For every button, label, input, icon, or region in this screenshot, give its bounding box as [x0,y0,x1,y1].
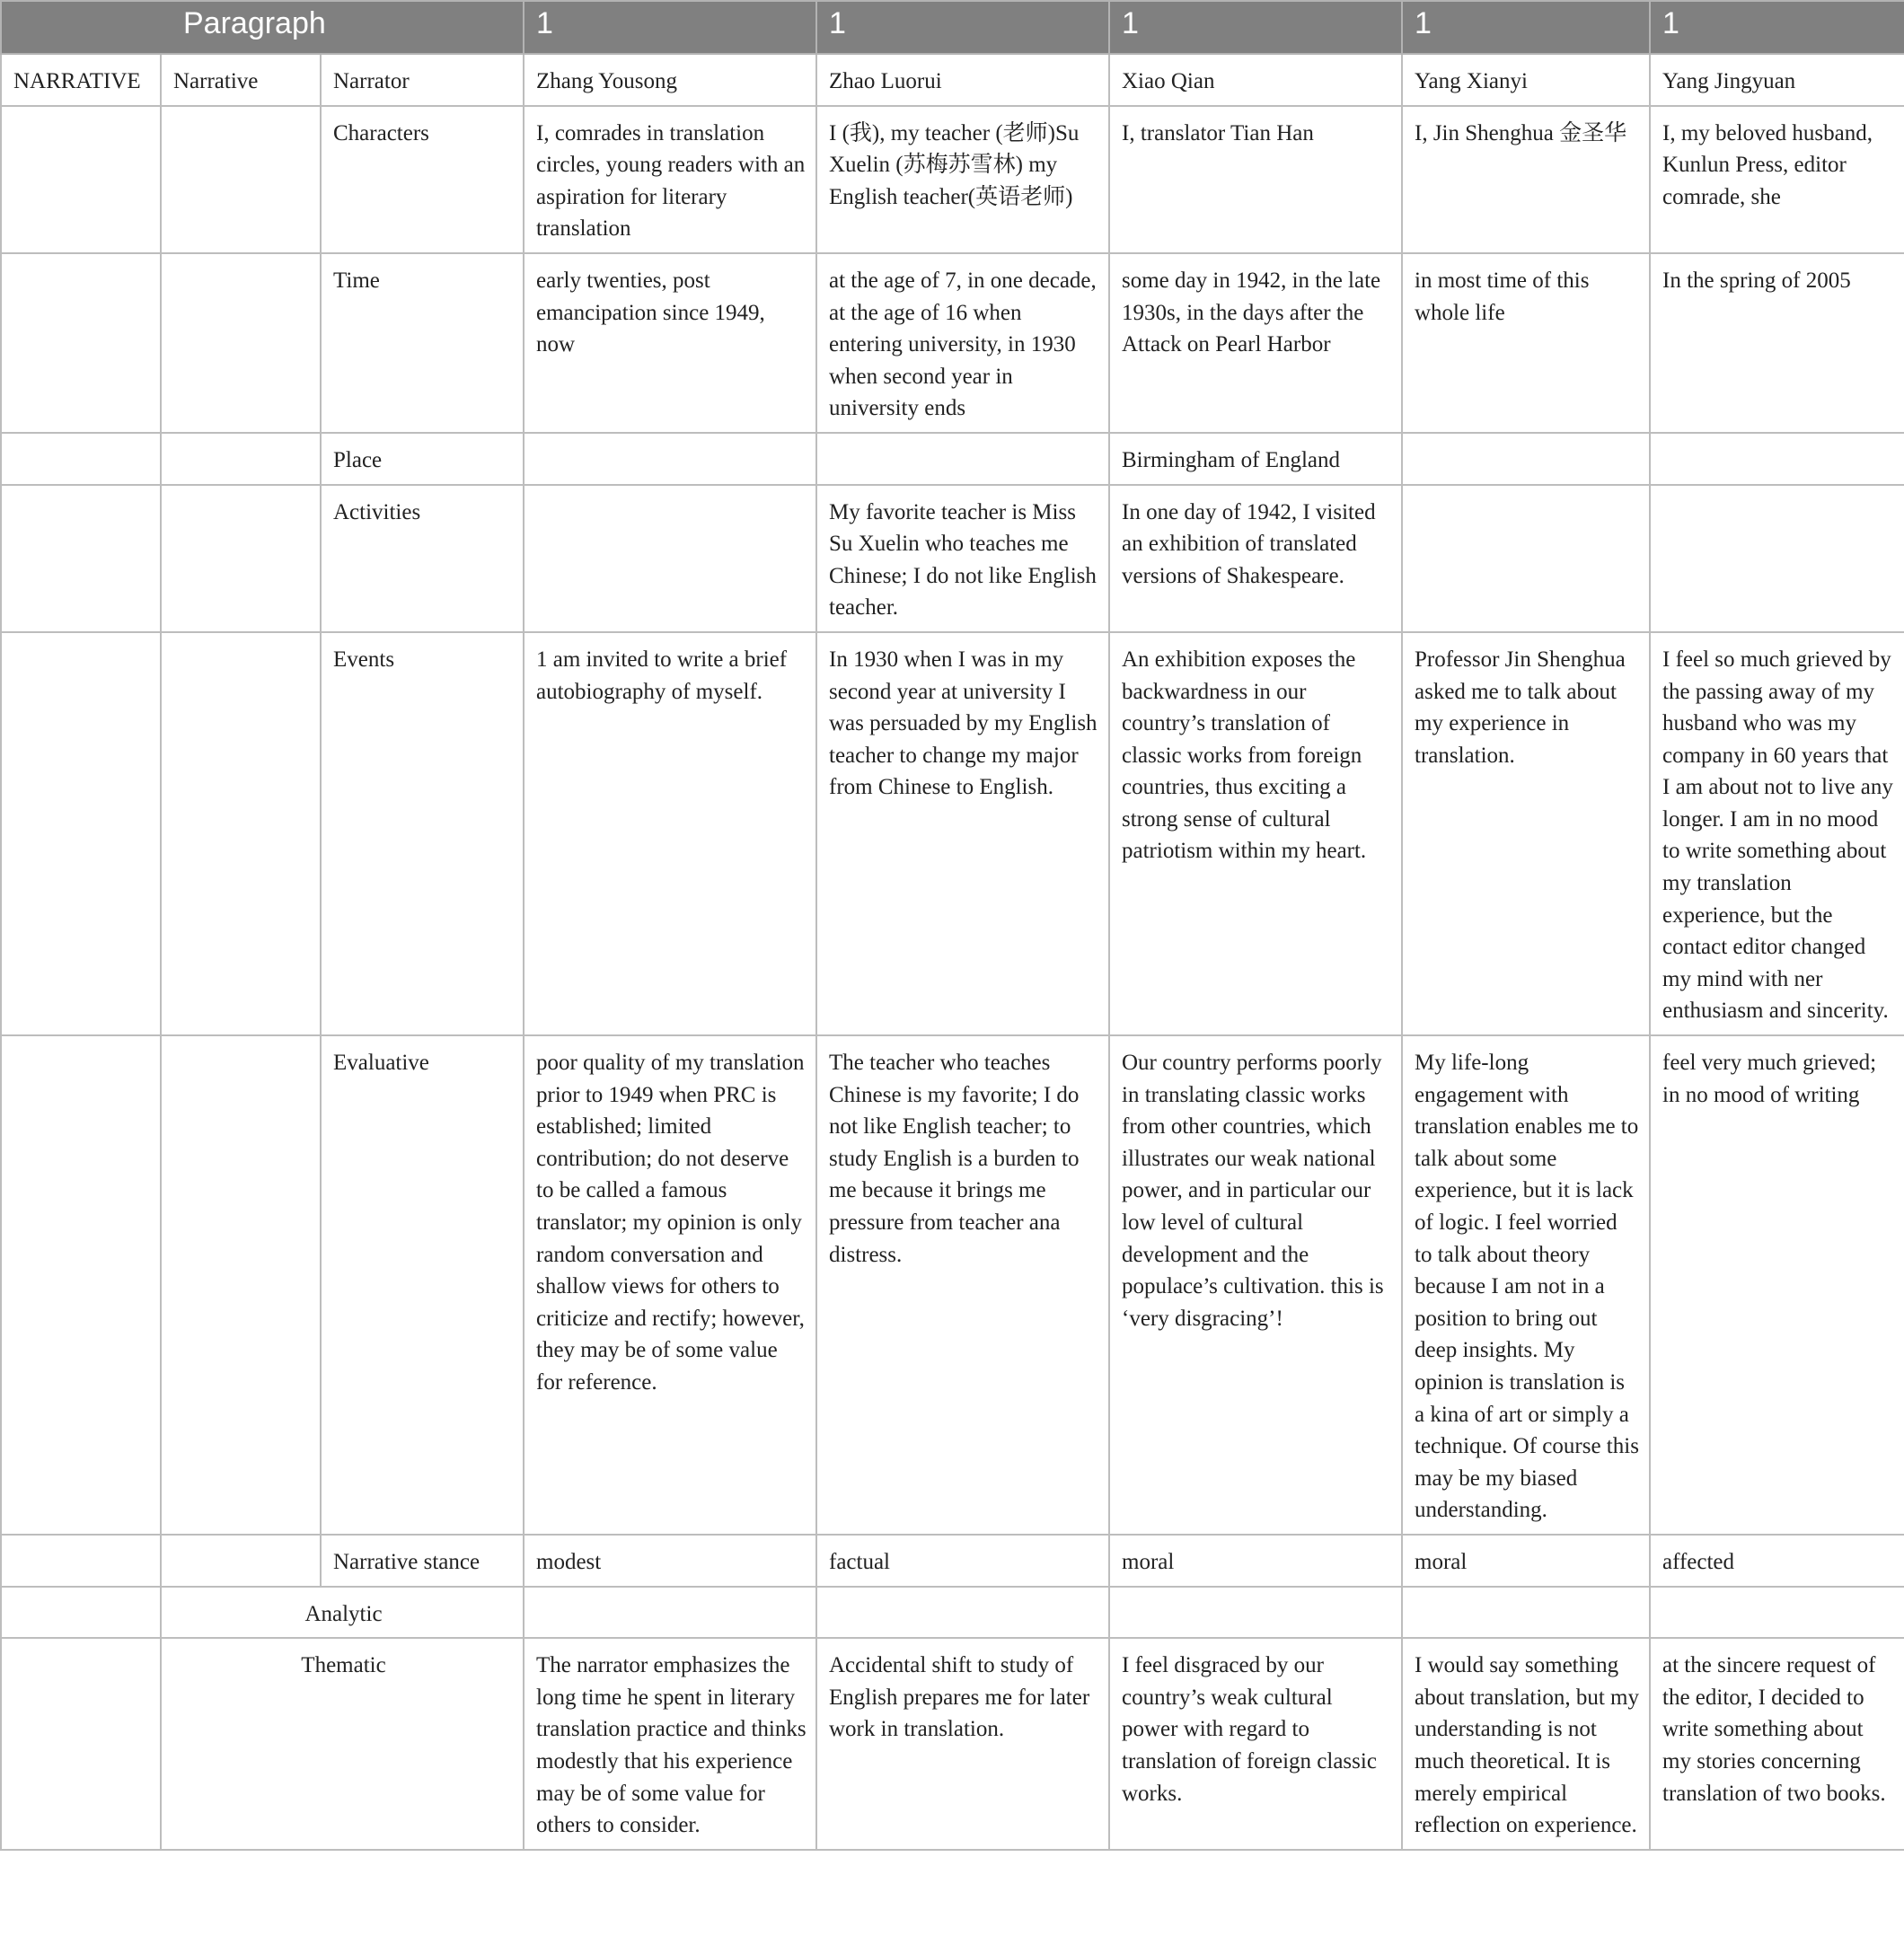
table-cell: The teacher who teaches Chinese is my favorite; I do not like English teacher; to study English is a burden to me because it brings me pressure from teacher ana distress. [816,1035,1109,1535]
row-label: Evaluative [321,1035,524,1535]
table-cell: My life-long engagement with translation enables me to talk about some experience, but it is lack of logic. I feel worried to talk about theory because I am not in a position to bring out deep insights. My opinion is translation is a kina of art or simply a technique. Of course this may be my biased understanding. [1402,1035,1650,1535]
table-cell: My favorite teacher is Miss Su Xuelin who teaches me Chinese; I do not like English teacher. [816,485,1109,632]
row-label: Analytic [161,1587,524,1639]
table-cell: affected [1650,1535,1904,1587]
empty-cell [1,433,161,485]
table-cell: Professor Jin Shenghua asked me to talk about my experience in translation. [1402,632,1650,1035]
row-label: Narrator [321,54,524,106]
empty-cell [1,485,161,632]
time-row [1,253,1904,433]
table-cell: In one day of 1942, I visited an exhibition of translated versions of Shakespeare. [1109,485,1402,632]
empty-cell [161,485,321,632]
narrator-name: Zhao Luorui [816,54,1109,106]
paragraph-number-header: 1 [816,1,1109,54]
empty-cell [1,632,161,1035]
empty-cell [161,1035,321,1535]
table-cell: moral [1109,1535,1402,1587]
table-cell [816,433,1109,485]
header-row [1,1,1904,54]
table-cell: 1 am invited to write a brief autobiography of myself. [524,632,816,1035]
empty-cell [161,106,321,253]
table-cell [816,1587,1109,1639]
narrative-level2-label: Narrative [161,54,321,106]
narrator-name: Yang Xianyi [1402,54,1650,106]
table-cell: I feel so much grieved by the passing away of my husband who was my company in 60 years that I am about not to live any longer. I am in no mood to write something about my translation experience, but the contact editor changed my mind with ner enthusiasm and sincerity. [1650,632,1904,1035]
empty-cell [161,433,321,485]
paragraph-number-header: 1 [1109,1,1402,54]
row-label: Thematic [161,1638,524,1850]
narrator-name: Zhang Yousong [524,54,816,106]
table-cell: at the age of 7, in one decade, at the age of 16 when entering university, in 1930 when second year in university ends [816,253,1109,433]
paragraph-number-header: 1 [524,1,816,54]
table-cell [1402,433,1650,485]
table-cell [1402,1587,1650,1639]
table-cell [1650,433,1904,485]
empty-cell [1,1587,161,1639]
row-label: Events [321,632,524,1035]
table-cell: moral [1402,1535,1650,1587]
table-cell [524,485,816,632]
table-cell: feel very much grieved; in no mood of writing [1650,1035,1904,1535]
table-cell: In 1930 when I was in my second year at university I was persuaded by my English teacher to change my major from Chinese to English. [816,632,1109,1035]
narrative-level1-label: NARRATIVE [1,54,161,106]
table-cell: modest [524,1535,816,1587]
row-label: Characters [321,106,524,253]
row-label: Narrative stance [321,1535,524,1587]
table-cell: I, Jin Shenghua 金圣华 [1402,106,1650,253]
events-row [1,632,1904,1035]
empty-cell [1,1035,161,1535]
table-cell [1109,1587,1402,1639]
narrative-stance-row [1,1535,1904,1587]
table-cell: I feel disgraced by our country’s weak cultural power with regard to translation of foreign classic works. [1109,1638,1402,1850]
narrator-name: Yang Jingyuan [1650,54,1904,106]
table-cell [524,1587,816,1639]
table-cell: I, my beloved husband, Kunlun Press, editor comrade, she [1650,106,1904,253]
table-cell: The narrator emphasizes the long time he spent in literary translation practice and thinks modestly that his experience may be of some value for others to consider. [524,1638,816,1850]
activities-row [1,485,1904,632]
table-cell [1650,1587,1904,1639]
empty-cell [161,1535,321,1587]
table-cell [524,433,816,485]
empty-cell [161,253,321,433]
table-cell: some day in 1942, in the late 1930s, in the days after the Attack on Pearl Harbor [1109,253,1402,433]
table-cell: early twenties, post emancipation since 1949, now [524,253,816,433]
row-label: Activities [321,485,524,632]
empty-cell [1,1535,161,1587]
characters-row [1,106,1904,253]
paragraph-number-header: 1 [1402,1,1650,54]
row-label: Time [321,253,524,433]
table-cell: An exhibition exposes the backwardness in our country’s translation of classic works from foreign countries, thus exciting a strong sense of cultural patriotism within my heart. [1109,632,1402,1035]
table-cell: Birmingham of England [1109,433,1402,485]
table-cell: Our country performs poorly in translating classic works from other countries, which illustrates our weak national power, and in particular our low level of cultural development and the populace’s cultivation. this is ‘very disgracing’! [1109,1035,1402,1535]
analytic-row [1,1587,1904,1639]
paragraph-header: Paragraph [1,1,524,54]
table-cell: at the sincere request of the editor, I decided to write something about my stories concerning translation of two books. [1650,1638,1904,1850]
table-cell: Accidental shift to study of English prepares me for later work in translation. [816,1638,1109,1850]
place-row [1,433,1904,485]
row-label: Place [321,433,524,485]
table-cell: I would say something about translation, but my understanding is not much theoretical. It is merely empirical reflection on experience. [1402,1638,1650,1850]
table-cell: factual [816,1535,1109,1587]
table-cell [1402,485,1650,632]
empty-cell [1,1638,161,1850]
empty-cell [1,106,161,253]
table-cell: in most time of this whole life [1402,253,1650,433]
table-cell: I (我), my teacher (老师)Su Xuelin (苏梅苏雪林) my English teacher(英语老师) [816,106,1109,253]
table-cell: I, translator Tian Han [1109,106,1402,253]
empty-cell [1,253,161,433]
table-cell [1650,485,1904,632]
table-cell: poor quality of my translation prior to 1949 when PRC is established; limited contribution; do not deserve to be called a famous translator; my opinion is only random conversation and shallow views for others to criticize and rectify; however, they may be of some value for reference. [524,1035,816,1535]
thematic-row [1,1638,1904,1850]
narrator-name: Xiao Qian [1109,54,1402,106]
table-cell: In the spring of 2005 [1650,253,1904,433]
evaluative-row [1,1035,1904,1535]
table-cell: I, comrades in translation circles, young readers with an aspiration for literary translation [524,106,816,253]
paragraph-number-header: 1 [1650,1,1904,54]
empty-cell [161,632,321,1035]
narrator-row [1,54,1904,106]
